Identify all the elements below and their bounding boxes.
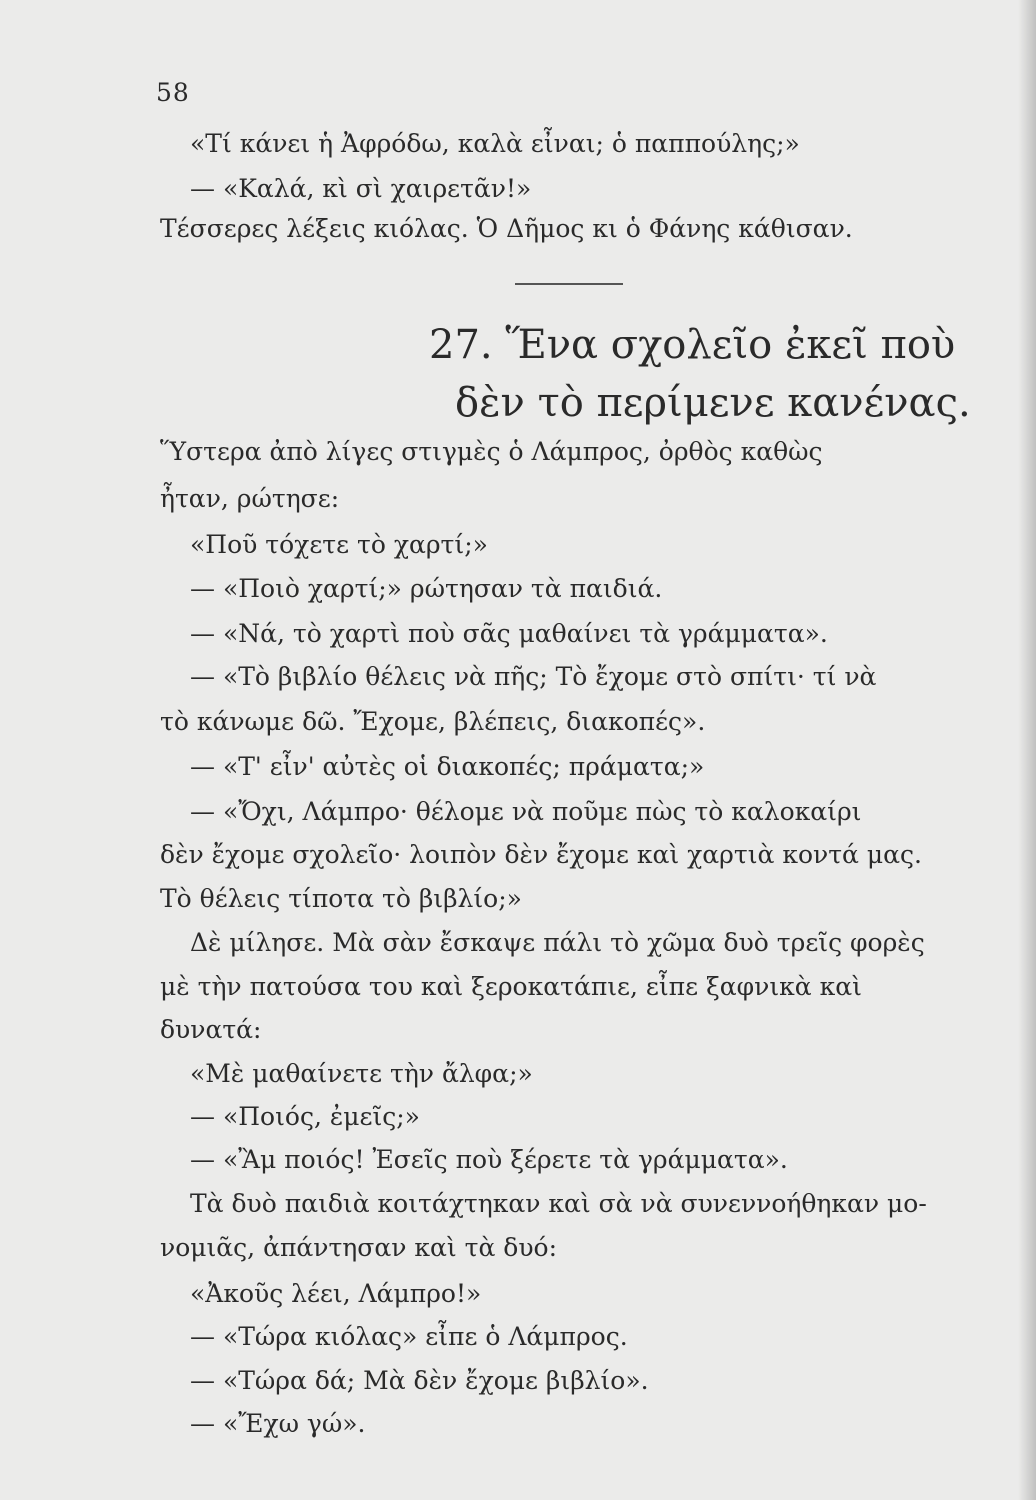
text-line: «Ἀκοῦς λέει, Λάμπρο!» [190, 1279, 482, 1308]
text-line: — «Καλά, κὶ σὶ χαιρετᾶν!» [190, 174, 532, 203]
text-line: Τὰ δυὸ παιδιὰ κοιτάχτηκαν καὶ σὰ νὰ συνεννοήθηκαν μο- [190, 1189, 927, 1218]
text-line: Ὕστερα ἀπὸ λίγες στιγμὲς ὁ Λάμπρος, ὀρθὸς καθὼς [160, 437, 823, 466]
page-edge-shadow [1018, 0, 1036, 1500]
text-line: «Μὲ μαθαίνετε τὴν ἄλφα;» [190, 1059, 533, 1088]
text-line: — «Νά, τὸ χαρτὶ ποὺ σᾶς μαθαίνει τὰ γράμματα». [190, 619, 828, 648]
text-line: — «Ὄχι, Λάμπρο· θέλομε νὰ ποῦμε πὼς τὸ καλοκαίρι [190, 797, 862, 826]
text-line: δυνατά: [160, 1015, 262, 1044]
text-line: νομιᾶς, ἀπάντησαν καὶ τὰ δυό: [160, 1233, 558, 1262]
text-line: Τέσσερες λέξεις κιόλας. Ὁ Δῆμος κι ὁ Φάνης κάθισαν. [160, 214, 853, 243]
text-line: «Τί κάνει ἡ Ἀφρόδω, καλὰ εἶναι; ὁ παππούλης;» [190, 129, 800, 158]
text-line: τὸ κάνωμε δῶ. Ἔχομε, βλέπεις, διακοπές». [160, 707, 706, 736]
text-line: — «Τώρα δά; Μὰ δὲν ἔχομε βιβλίο». [190, 1366, 649, 1395]
text-line: μὲ τὴν πατούσα του καὶ ξεροκατάπιε, εἶπε ξαφνικὰ καὶ [160, 972, 862, 1001]
text-line: — «Ποιός, ἐμεῖς;» [190, 1102, 420, 1131]
text-line: — «Τώρα κιόλας» εἶπε ὁ Λάμπρος. [190, 1322, 628, 1351]
text-line: Τὸ θέλεις τίποτα τὸ βιβλίο;» [160, 884, 522, 913]
text-line: Δὲ μίλησε. Μὰ σὰν ἔσκαψε πάλι τὸ χῶμα δυὸ τρεῖς φορὲς [190, 928, 925, 957]
text-line: — «Τ' εἶν' αὐτὲς οἱ διακοπές; πράματα;» [190, 752, 705, 781]
text-line: δὲν ἔχομε σχολεῖο· λοιπὸν δὲν ἔχομε καὶ χαρτιὰ κοντά μας. [160, 840, 922, 869]
text-line: ἦταν, ρώτησε: [160, 484, 340, 513]
page-number: 58 [156, 78, 190, 107]
chapter-heading-line-1: 27. Ἕνα σχολεῖο ἐκεῖ ποὺ [429, 322, 956, 368]
section-divider [515, 283, 623, 285]
text-line: — «Ἔχω γώ». [190, 1409, 366, 1438]
text-line: — «Ἂμ ποιός! Ἐσεῖς ποὺ ξέρετε τὰ γράμματα». [190, 1145, 788, 1174]
chapter-heading-line-2: δὲν τὸ περίμενε κανένας. [455, 380, 971, 426]
text-line: — «Τὸ βιβλίο θέλεις νὰ πῆς; Τὸ ἔχομε στὸ σπίτι· τί νὰ [190, 662, 877, 691]
text-line: «Ποῦ τόχετε τὸ χαρτί;» [190, 530, 488, 559]
text-line: — «Ποιὸ χαρτί;» ρώτησαν τὰ παιδιά. [190, 574, 663, 603]
